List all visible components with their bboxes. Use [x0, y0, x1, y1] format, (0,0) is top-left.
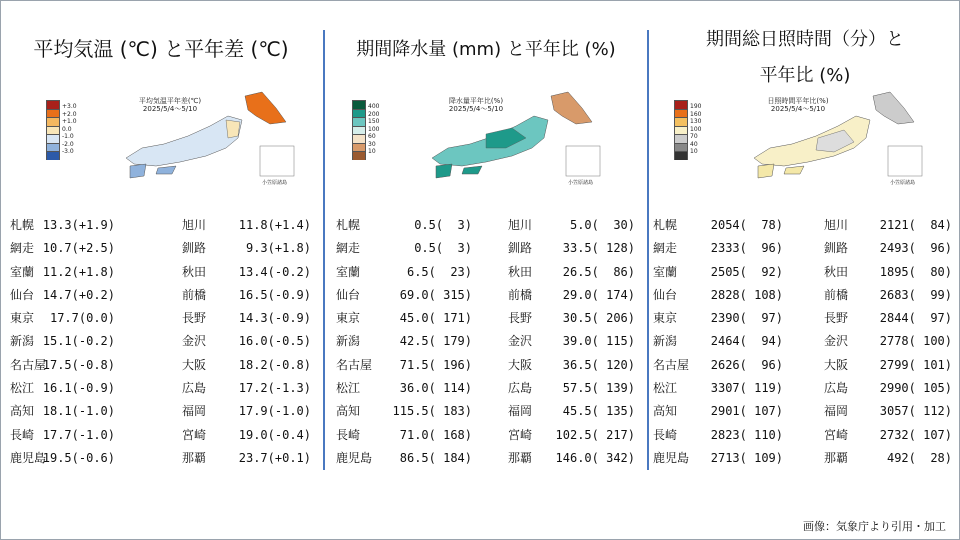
- table-row: [0, 237, 322, 260]
- table-row: [326, 354, 646, 377]
- station-value: 42.5( 179): [399, 334, 472, 349]
- table-row: [0, 424, 322, 447]
- legend-swatch: [674, 117, 688, 126]
- station-value: 18.1(-1.0): [42, 404, 115, 419]
- precipitation-panel: [326, 0, 646, 520]
- station-value: 146.0( 342): [555, 450, 635, 465]
- legend-swatch: [352, 117, 366, 126]
- station-name: 鹿児島: [10, 450, 47, 465]
- station-name: 旭川: [508, 218, 533, 232]
- station-value: 2464( 94): [710, 334, 783, 349]
- legend-swatch: [674, 100, 688, 109]
- station-value: 2778( 100): [879, 334, 952, 349]
- station-value: 39.0( 115): [562, 334, 635, 349]
- map-title: 日照時間平年比(%) 2025/5/4～5/10: [767, 97, 829, 113]
- station-value: 17.7(0.0): [49, 311, 115, 326]
- station-value: 6.5( 23): [406, 264, 472, 279]
- station-name: 仙台: [10, 287, 35, 302]
- legend-swatch: [46, 117, 60, 126]
- station-value: 30.5( 206): [562, 311, 635, 326]
- station-value: 3307( 119): [710, 381, 783, 396]
- legend-swatch: [352, 143, 366, 152]
- station-value: 492( 28): [886, 450, 952, 465]
- station-value: 14.3(-0.9): [238, 311, 311, 326]
- station-name: 金沢: [508, 334, 533, 349]
- legend-label: 100: [368, 125, 380, 133]
- legend-swatch: [674, 143, 688, 152]
- station-value: 3057( 112): [879, 404, 952, 419]
- legend-swatch: [674, 151, 688, 160]
- station-value: 2799( 101): [879, 357, 952, 372]
- station-name: 宮崎: [824, 427, 849, 442]
- station-table: [650, 214, 960, 470]
- station-name: 東京: [336, 311, 361, 326]
- station-value: 33.5( 128): [562, 241, 635, 256]
- inset-label: 小笠原諸島: [262, 180, 288, 186]
- station-value: 45.0( 171): [399, 311, 472, 326]
- station-value: 2505( 92): [710, 264, 783, 279]
- station-name: 大阪: [508, 357, 533, 372]
- legend-label: 100: [690, 125, 702, 133]
- station-value: 2683( 99): [879, 287, 952, 302]
- station-name: 旭川: [824, 218, 849, 232]
- panel-title: 期間総日照時間（分）と 平年比 (%): [706, 29, 904, 86]
- station-value: 17.5(-0.8): [42, 357, 115, 372]
- legend-label: 150: [368, 118, 380, 125]
- legend-label: +3.0: [62, 103, 77, 110]
- precipitation-ratio-map: [336, 86, 608, 194]
- inset-label: 小笠原諸島: [568, 180, 594, 186]
- column-divider: [647, 30, 649, 470]
- station-value: 2732( 107): [879, 427, 952, 442]
- station-name: 那覇: [182, 450, 207, 465]
- station-value: 36.5( 120): [562, 357, 635, 372]
- table-row: [650, 284, 960, 307]
- table-row: [326, 237, 646, 260]
- legend-swatch: [46, 151, 60, 160]
- station-value: 13.3(+1.9): [42, 218, 115, 232]
- table-row: [0, 354, 322, 377]
- station-value: 2333( 96): [710, 241, 783, 256]
- station-value: 23.7(+0.1): [238, 450, 311, 465]
- station-name: 室蘭: [336, 264, 361, 279]
- temperature-panel: [0, 0, 322, 520]
- station-value: 17.9(-1.0): [238, 404, 311, 419]
- station-name: 旭川: [182, 218, 207, 232]
- station-value: 16.5(-0.9): [238, 287, 311, 302]
- table-row: [326, 307, 646, 330]
- station-name: 広島: [182, 381, 207, 396]
- station-value: 2054( 78): [710, 218, 783, 232]
- table-row: [326, 214, 646, 237]
- station-name: 前橋: [824, 287, 849, 302]
- station-name: 札幌: [10, 218, 35, 232]
- table-row: [326, 261, 646, 284]
- legend-swatch: [46, 109, 60, 118]
- legend-label: 0.0: [62, 125, 72, 133]
- legend-label: 40: [690, 140, 698, 148]
- station-value: 0.5( 3): [414, 241, 472, 256]
- station-value: 17.2(-1.3): [238, 381, 311, 396]
- legend-label: 200: [368, 110, 380, 118]
- table-row: [650, 330, 960, 353]
- station-name: 松江: [10, 381, 35, 396]
- station-name: 高知: [336, 404, 361, 419]
- station-value: 19.0(-0.4): [238, 427, 311, 442]
- table-row: [326, 284, 646, 307]
- station-name: 名古屋: [336, 357, 373, 372]
- station-value: 2493( 96): [879, 241, 952, 256]
- station-name: 大阪: [182, 357, 207, 372]
- table-row: [0, 261, 322, 284]
- station-name: 松江: [653, 381, 678, 396]
- station-name: 札幌: [653, 218, 678, 232]
- station-name: 宮崎: [508, 427, 533, 442]
- station-value: 2626( 96): [710, 357, 783, 372]
- table-row: [0, 330, 322, 353]
- legend-swatch: [352, 134, 366, 143]
- legend-swatch: [674, 109, 688, 118]
- station-value: 2844( 97): [879, 311, 952, 326]
- legend-label: 190: [690, 103, 702, 110]
- legend-swatch: [674, 134, 688, 143]
- table-row: [326, 400, 646, 423]
- panel-title: 期間降水量 (mm) と平年比 (%): [356, 39, 616, 60]
- station-table: [326, 214, 646, 470]
- station-value: 14.7(+0.2): [42, 287, 115, 302]
- legend-label: 70: [690, 133, 698, 140]
- legend-swatch: [352, 109, 366, 118]
- legend-swatch: [352, 126, 366, 135]
- legend-swatch: [46, 126, 60, 135]
- legend-label: -3.0: [62, 148, 74, 155]
- legend-swatch: [46, 143, 60, 152]
- station-name: 松江: [336, 381, 361, 396]
- station-name: 長崎: [336, 427, 361, 442]
- station-value: 2823( 110): [710, 427, 783, 442]
- station-name: 新潟: [10, 334, 35, 349]
- table-row: [326, 447, 646, 470]
- legend-label: 160: [690, 110, 702, 118]
- station-value: 2901( 107): [710, 404, 783, 419]
- station-name: 新潟: [336, 334, 361, 349]
- station-value: 36.0( 114): [399, 381, 472, 396]
- table-row: [0, 377, 322, 400]
- legend-label: 10: [690, 148, 698, 155]
- station-value: 5.0( 30): [569, 218, 635, 232]
- map-title: 降水量平年比(%) 2025/5/4～5/10: [448, 97, 504, 113]
- table-row: [650, 261, 960, 284]
- station-value: 71.5( 196): [399, 357, 472, 372]
- station-name: 釧路: [824, 241, 849, 256]
- legend-label: 10: [368, 148, 376, 155]
- legend-label: +1.0: [62, 118, 77, 125]
- station-name: 長崎: [10, 427, 35, 442]
- station-name: 名古屋: [653, 357, 690, 372]
- legend-label: 60: [368, 133, 376, 140]
- station-value: 1895( 80): [879, 264, 952, 279]
- station-value: 69.0( 315): [399, 287, 472, 302]
- station-name: 札幌: [336, 218, 361, 232]
- table-row: [650, 214, 960, 237]
- table-row: [650, 307, 960, 330]
- station-value: 26.5( 86): [562, 264, 635, 279]
- station-name: 鹿児島: [336, 450, 373, 465]
- station-name: 東京: [653, 311, 678, 326]
- table-row: [326, 377, 646, 400]
- table-row: [0, 400, 322, 423]
- map-title: 平均気温平年差(℃) 2025/5/4～5/10: [138, 97, 202, 113]
- station-name: 室蘭: [10, 264, 35, 279]
- station-value: 102.5( 217): [555, 427, 635, 442]
- station-value: 10.7(+2.5): [42, 241, 115, 256]
- station-name: 前橋: [182, 287, 207, 302]
- station-value: 2121( 84): [879, 218, 952, 232]
- station-name: 高知: [10, 404, 35, 419]
- station-name: 福岡: [508, 404, 533, 419]
- station-name: 仙台: [653, 287, 678, 302]
- table-row: [650, 424, 960, 447]
- legend-swatch: [46, 100, 60, 109]
- station-value: 19.5(-0.6): [42, 450, 115, 465]
- station-name: 高知: [653, 404, 678, 419]
- table-row: [326, 330, 646, 353]
- station-value: 11.8(+1.4): [238, 218, 311, 232]
- table-row: [650, 354, 960, 377]
- station-name: 福岡: [824, 404, 849, 419]
- station-name: 前橋: [508, 287, 533, 302]
- panel-title: 平均気温 (℃) と平年差 (℃): [33, 37, 289, 61]
- legend-label: 130: [690, 118, 702, 125]
- station-value: 18.2(-0.8): [238, 357, 311, 372]
- station-name: 福岡: [182, 404, 207, 419]
- table-row: [650, 237, 960, 260]
- station-value: 2990( 105): [879, 381, 952, 396]
- station-name: 網走: [10, 241, 35, 256]
- station-value: 86.5( 184): [399, 450, 472, 465]
- temperature-anomaly-map: [30, 86, 302, 194]
- table-row: [650, 377, 960, 400]
- station-value: 2713( 109): [710, 450, 783, 465]
- legend-label: -2.0: [62, 140, 74, 148]
- legend-label: -1.0: [62, 133, 74, 140]
- image-credit: 画像：気象庁より引用・加工: [803, 520, 946, 533]
- station-value: 11.2(+1.8): [42, 264, 115, 279]
- station-value: 16.1(-0.9): [42, 381, 115, 396]
- station-name: 長野: [508, 311, 533, 326]
- legend-label: +2.0: [62, 110, 77, 118]
- station-value: 57.5( 139): [562, 381, 635, 396]
- station-name: 仙台: [336, 287, 361, 302]
- legend-label: 400: [368, 103, 380, 110]
- color-legend: [352, 100, 380, 160]
- station-value: 13.4(-0.2): [238, 264, 311, 279]
- legend-swatch: [352, 100, 366, 109]
- station-name: 釧路: [182, 241, 207, 256]
- station-value: 115.5( 183): [392, 404, 472, 419]
- color-legend: [46, 100, 77, 160]
- station-name: 広島: [824, 381, 849, 396]
- station-name: 長野: [824, 311, 849, 326]
- station-name: 金沢: [182, 334, 207, 349]
- station-name: 室蘭: [653, 264, 678, 279]
- legend-swatch: [46, 134, 60, 143]
- station-name: 網走: [336, 241, 361, 256]
- table-row: [326, 424, 646, 447]
- table-row: [650, 447, 960, 470]
- station-value: 16.0(-0.5): [238, 334, 311, 349]
- station-value: 2390( 97): [710, 311, 783, 326]
- station-name: 長野: [182, 311, 207, 326]
- station-value: 0.5( 3): [414, 218, 472, 232]
- station-name: 長崎: [653, 427, 678, 442]
- station-name: 秋田: [182, 264, 207, 279]
- sunshine-panel: [650, 0, 960, 520]
- station-name: 那覇: [508, 450, 533, 465]
- station-name: 宮崎: [182, 427, 207, 442]
- station-name: 新潟: [653, 334, 678, 349]
- station-value: 71.0( 168): [399, 427, 472, 442]
- sunshine-ratio-map: [658, 86, 930, 194]
- station-name: 網走: [653, 241, 678, 256]
- legend-swatch: [674, 126, 688, 135]
- column-divider: [323, 30, 325, 470]
- table-row: [0, 447, 322, 470]
- station-value: 29.0( 174): [562, 287, 635, 302]
- station-name: 鹿児島: [653, 450, 690, 465]
- table-row: [0, 214, 322, 237]
- color-legend: [674, 100, 702, 160]
- station-value: 15.1(-0.2): [42, 334, 115, 349]
- station-value: 9.3(+1.8): [245, 241, 311, 256]
- table-row: [650, 400, 960, 423]
- station-name: 金沢: [824, 334, 849, 349]
- station-name: 名古屋: [10, 357, 47, 372]
- station-value: 17.7(-1.0): [42, 427, 115, 442]
- station-name: 秋田: [824, 264, 849, 279]
- station-name: 東京: [10, 311, 35, 326]
- table-row: [0, 307, 322, 330]
- station-name: 釧路: [508, 241, 533, 256]
- inset-label: 小笠原諸島: [890, 180, 916, 186]
- station-value: 45.5( 135): [562, 404, 635, 419]
- station-name: 那覇: [824, 450, 849, 465]
- station-name: 広島: [508, 381, 533, 396]
- legend-label: 30: [368, 140, 376, 148]
- legend-swatch: [352, 151, 366, 160]
- station-table: [0, 214, 322, 470]
- table-row: [0, 284, 322, 307]
- station-name: 大阪: [824, 357, 849, 372]
- station-name: 秋田: [508, 264, 533, 279]
- station-value: 2828( 108): [710, 287, 783, 302]
